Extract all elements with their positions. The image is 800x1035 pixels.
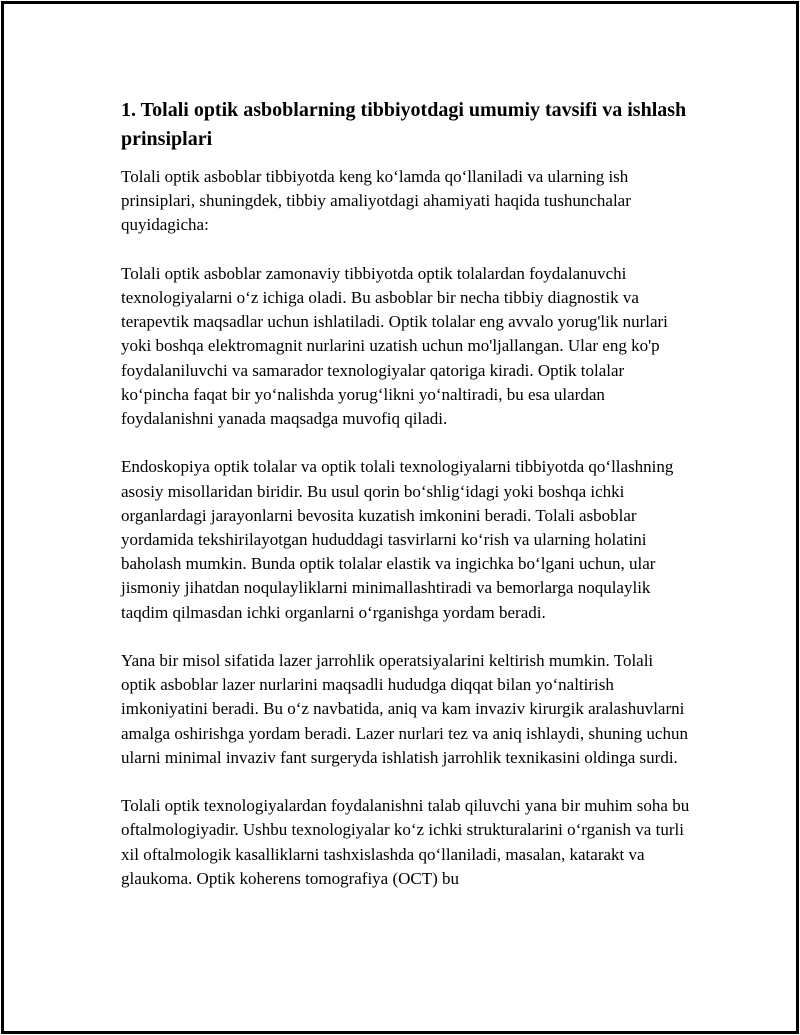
document-body <box>121 96 691 915</box>
paragraph-overview: Tolali optik asboblar zamonaviy tibbiyotda optik tolalardan foydalanuvchi texnologiyalarni o‘z ichiga oladi. Bu asboblar bir necha tibbiy diagnostik va terapevtik maqsadlar uchun ishlatiladi. Optik tolalar eng avvalo yorug'lik nurlari yoki boshqa elektromagnit nurlarini uzatish uchun mo'ljallangan. Ular eng ko'p foydalaniluvchi va samarador texnologiyalar qatoriga kiradi. Optik tolalar ko‘pincha faqat bir yo‘nalishda yorug‘likni yo‘naltiradi, bu esa ulardan foydalanishni yanada maqsadga muvofiq qiladi. <box>121 263 668 429</box>
page-frame <box>1 1 799 1034</box>
section-heading: 1. Tolali optik asboblarning tibbiyotdagi umumiy tavsifi va ishlash prinsiplari <box>121 99 687 150</box>
paragraph-intro: Tolali optik asboblar tibbiyotda keng ko‘lamda qo‘llaniladi va ularning ish prinsiplari, shuningdek, tibbiy amaliyotdagi ahamiyati haqida tushunchalar quyidagicha: <box>121 167 631 235</box>
paragraph-laser-surgery: Yana bir misol sifatida lazer jarrohlik operatsiyalarini keltirish mumkin. Tolali optik asboblar lazer nurlarini maqsadli hududga diqqat bilan yo‘naltirish imkoniyatini beradi. Bu o‘z navbatida, aniq va kam invaziv kirurgik aralashuvlarni amalga oshirishga yordam beradi. Lazer nurlari tez va aniq ishlaydi, shuning uchun ularni minimal invaziv fant surgeryda ishlatish jarrohlik texnikasini oldinga surdi. <box>121 651 688 767</box>
paragraph-ophthalmology: Tolali optik texnologiyalardan foydalanishni talab qiluvchi yana bir muhim soha bu oftalmologiyadir. Ushbu texnologiyalar ko‘z ichki strukturalarini o‘rganish va turli xil oftalmologik kasalliklarni tashxislashda qo‘llaniladi, masalan, katarakt va glaukoma. Optik koherens tomografiya (OCT) bu <box>121 796 690 888</box>
paragraph-endoscopy: Endoskopiya optik tolalar va optik tolali texnologiyalarni tibbiyotda qo‘llashning asosiy misollaridan biridir. Bu usul qorin bo‘shlig‘idagi yoki boshqa ichki organlardagi jarayonlarni bevosita kuzatish imkonini beradi. Tolali asboblar yordamida tekshirilayotgan hududdagi tasvirlarni ko‘rish va ularning holatini baholash mumkin. Bunda optik tolalar elastik va ingichka bo‘lgani uchun, ular jismoniy jihatdan noqulayliklarni minimallashtiradi va bemorlarga noqulaylik taqdim qilmasdan ichki organlarni o‘rganishga yordam beradi. <box>121 457 674 622</box>
